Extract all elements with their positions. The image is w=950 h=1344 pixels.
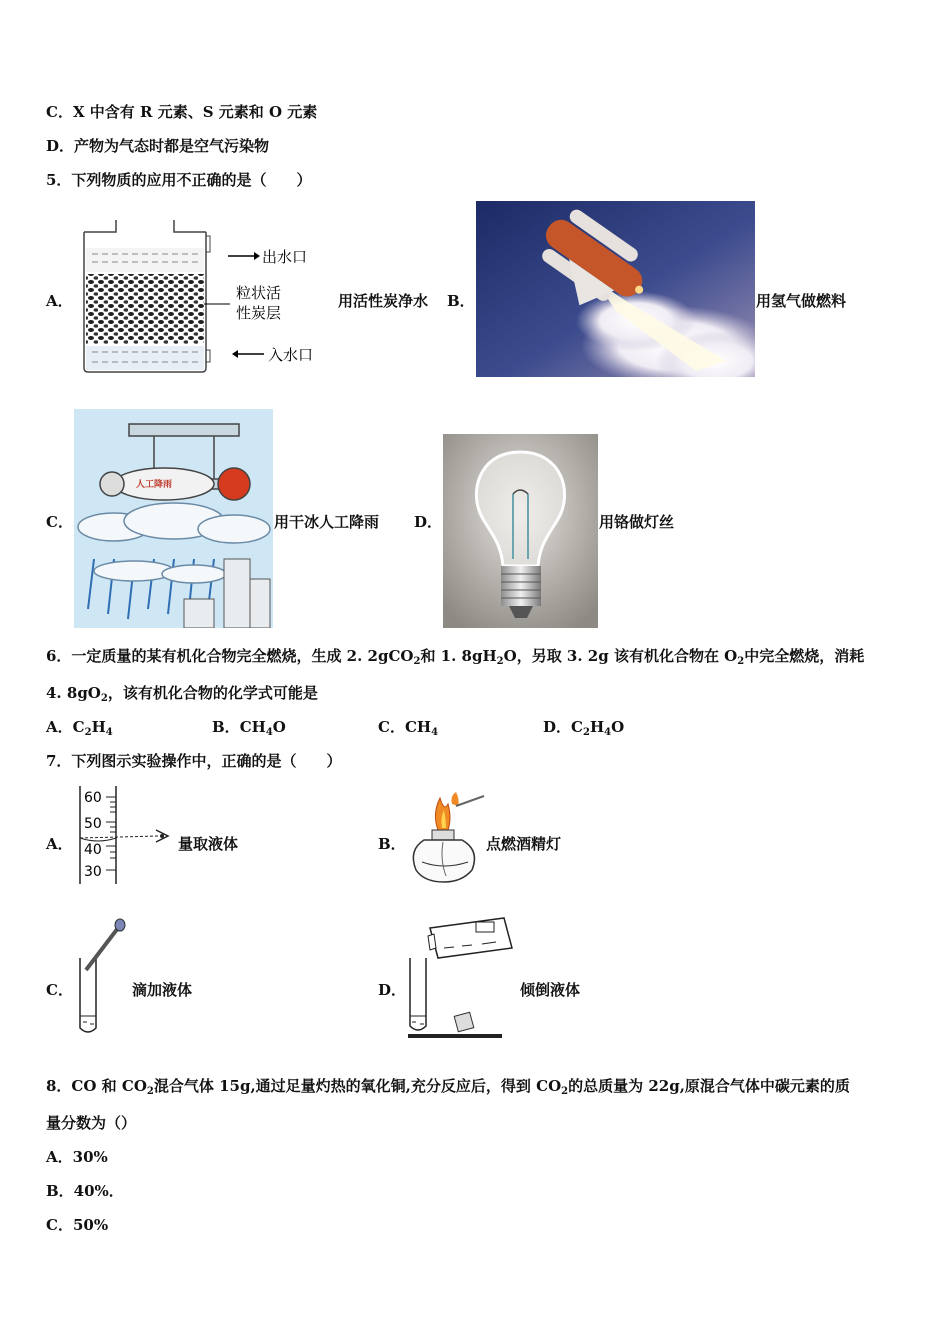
q5-option-a-caption: 用活性炭净水 <box>338 292 429 310</box>
q5-option-c-caption: 用干冰人工降雨 <box>274 513 380 531</box>
q5-option-a-label: A． <box>46 292 73 310</box>
cylinder-tick-60: 60 <box>84 790 102 806</box>
q5-option-c-label: C． <box>46 513 73 531</box>
q7-option-a-label: A． <box>46 835 73 853</box>
pouring-liquid-diagram <box>404 912 516 1042</box>
graduated-cylinder-diagram <box>76 784 176 886</box>
q8-stem-line-2: 量分数为（） <box>46 1114 137 1132</box>
fig-layer-label-2: 性炭层 <box>236 304 282 322</box>
fig-layer-label-1: 粒状活 <box>236 284 282 302</box>
artificial-rain-cartoon <box>74 409 273 628</box>
q7-option-c-caption: 滴加液体 <box>132 981 193 999</box>
rocket-launch-image <box>476 201 755 377</box>
fig-outlet-label: 出水口 <box>262 248 308 266</box>
q6-option-d: D．$C_2H_4O$ <box>543 718 625 738</box>
q7-stem: 7．下列图示实验操作中，正确的是（ ） <box>46 752 342 770</box>
dropper-test-tube-diagram <box>74 916 134 1036</box>
q5-option-b-caption: 用氢气做燃料 <box>756 292 847 310</box>
q6-stem-line-1: 6．一定质量的某有机化合物完全燃烧，生成 2. 2gCO$_2$和 1. $8gH_2O$，另取 3. 2g 该有机化合物在 $O_2$中完全燃烧，消耗 <box>46 647 865 667</box>
q4-option-d: D．产物为气态时都是空气污染物 <box>46 137 270 155</box>
q8-option-b: B．40%． <box>46 1182 124 1200</box>
plane-banner-text: 人工降雨 <box>136 480 173 490</box>
cylinder-tick-50: 50 <box>84 816 102 832</box>
q8-option-c: C．50% <box>46 1216 109 1234</box>
q7-option-d-caption: 倾倒液体 <box>520 981 581 999</box>
q7-option-d-label: D． <box>378 981 407 999</box>
fig-inlet-label: 入水口 <box>268 346 314 364</box>
water-filter-diagram <box>78 216 328 378</box>
q7-option-b-label: B． <box>378 835 406 853</box>
cylinder-tick-30: 30 <box>84 864 102 880</box>
q5-option-d-label: D． <box>414 513 443 531</box>
q7-option-b-caption: 点燃酒精灯 <box>486 835 562 853</box>
cylinder-tick-40: 40 <box>84 842 102 858</box>
q4-option-c: C．X 中含有 R 元素、S 元素和 O 元素 <box>46 103 318 121</box>
light-bulb-image <box>443 434 598 628</box>
q6-option-c: C．$CH_4$ <box>378 718 439 738</box>
q5-option-b-label: B． <box>447 292 475 310</box>
q8-option-a: A．30% <box>46 1148 108 1166</box>
q5-stem: 5．下列物质的应用不正确的是（ ） <box>46 171 312 189</box>
alcohol-lamp-diagram <box>402 790 492 888</box>
q7-option-a-caption: 量取液体 <box>178 835 239 853</box>
q6-option-a: A．$C_2H_4$ <box>46 718 113 738</box>
q6-stem-line-2: 4. $8gO_2$，该有机化合物的化学式可能是 <box>46 684 318 704</box>
q8-stem-line-1: 8．CO 和 $CO_2$混合气体 15g,通过足量灼热的氧化铜,充分反应后，得到 $CO_2$的总质量为 22g,原混合气体中碳元素的质 <box>46 1077 850 1097</box>
q6-option-b: B．$CH_4O$ <box>212 718 286 738</box>
q5-option-d-caption: 用铬做灯丝 <box>599 513 675 531</box>
q7-option-c-label: C． <box>46 981 73 999</box>
